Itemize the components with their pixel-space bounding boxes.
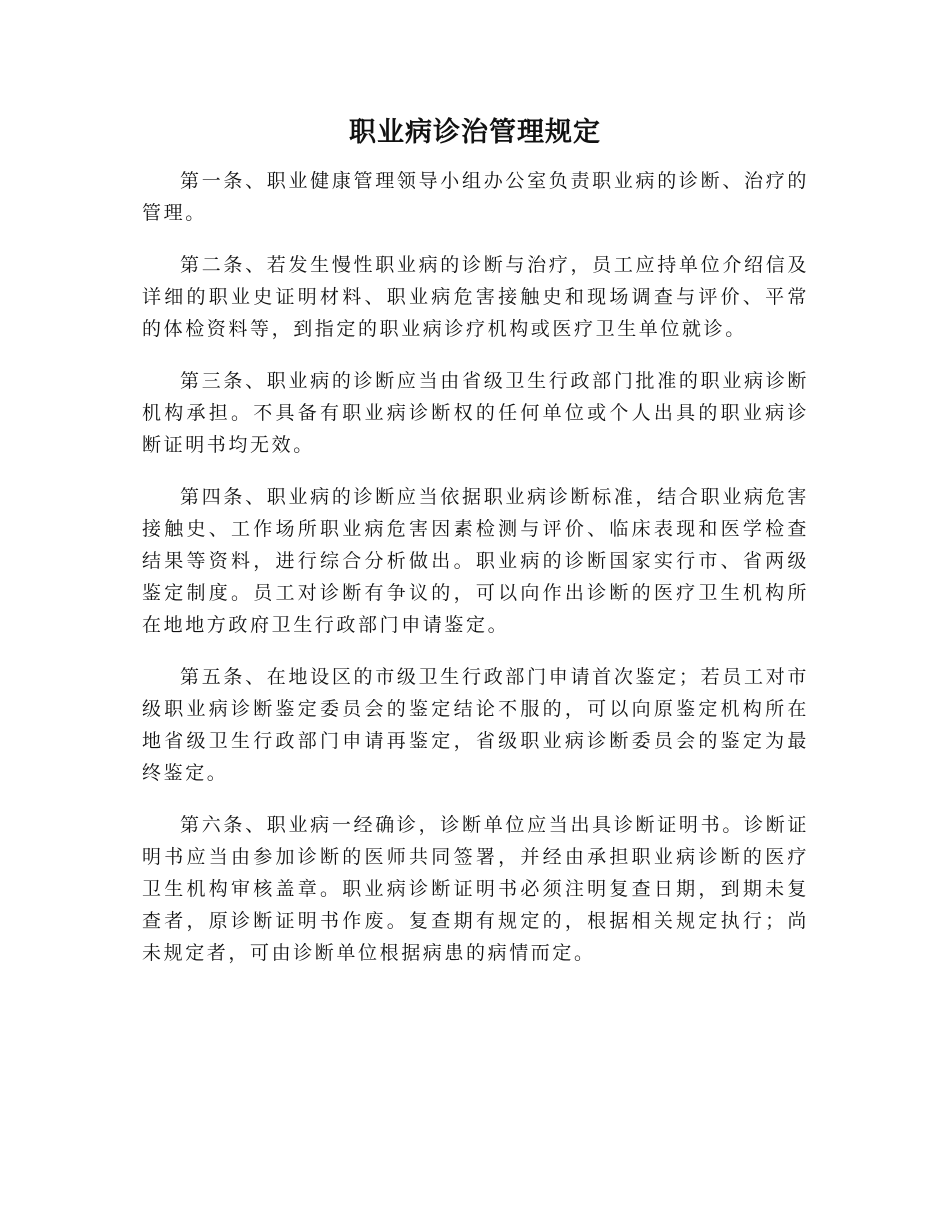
article-4-paragraph: 第四条、职业病的诊断应当依据职业病诊断标准，结合职业病危害接触史、工作场所职业病危害因素检测与评价、临床表现和医学检查结果等资料，进行综合分析做出。职业病的诊断国家实行市、省两级鉴定制度。员工对诊断有争议的，可以向作出诊断的医疗卫生机构所在地地方政府卫生行政部门申请鉴定。 <box>142 486 809 636</box>
article-5-paragraph: 第五条、在地设区的市级卫生行政部门申请首次鉴定；若员工对市级职业病诊断鉴定委员会的鉴定结论不服的，可以向原鉴定机构所在地省级卫生行政部门申请再鉴定，省级职业病诊断委员会的鉴定为最终鉴定。 <box>142 666 809 784</box>
article-6-paragraph: 第六条、职业病一经确诊，诊断单位应当出具诊断证明书。诊断证明书应当由参加诊断的医师共同签署，并经由承担职业病诊断的医疗卫生机构审核盖章。职业病诊断证明书必须注明复查日期，到期未复查者，原诊断证明书作废。复查期有规定的，根据相关规定执行；尚未规定者，可由诊断单位根据病患的病情而定。 <box>142 814 809 964</box>
document-title: 职业病诊治管理规定 <box>349 117 601 148</box>
article-2-paragraph: 第二条、若发生慢性职业病的诊断与治疗，员工应持单位介绍信及详细的职业史证明材料、职业病危害接触史和现场调查与评价、平常的体检资料等，到指定的职业病诊疗机构或医疗卫生单位就诊。 <box>142 254 809 340</box>
article-1-paragraph: 第一条、职业健康管理领导小组办公室负责职业病的诊断、治疗的管理。 <box>142 170 809 224</box>
article-3-paragraph: 第三条、职业病的诊断应当由省级卫生行政部门批准的职业病诊断机构承担。不具备有职业病诊断权的任何单位或个人出具的职业病诊断证明书均无效。 <box>142 370 809 456</box>
document-body <box>142 165 809 989</box>
